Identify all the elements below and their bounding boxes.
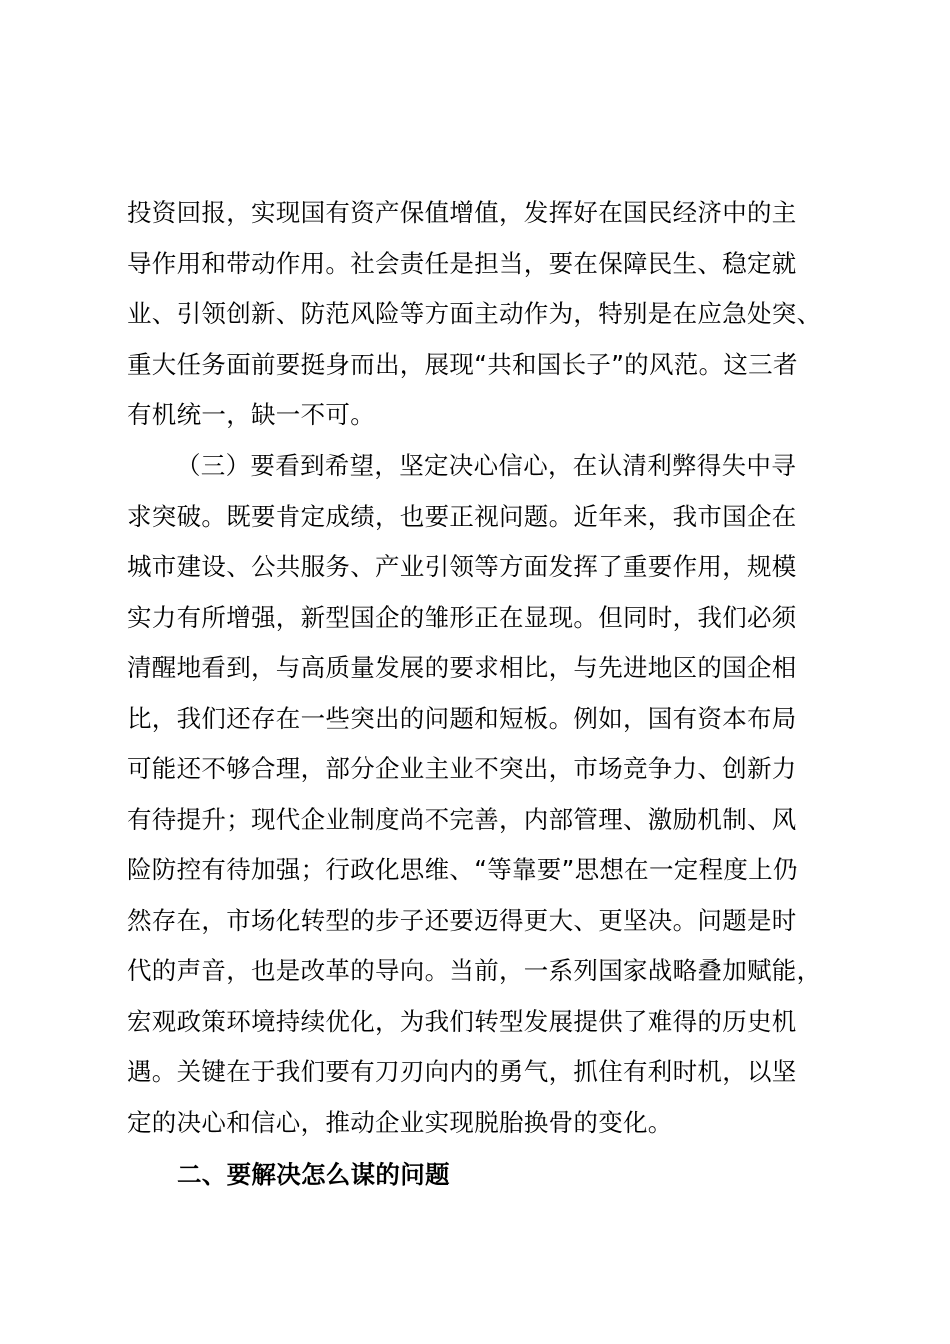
paragraph-line: 求突破。既要肯定成绩，也要正视问题。近年来，我市国企在 <box>127 501 797 531</box>
section-heading <box>177 1149 450 1201</box>
paragraph-line: 业、引领创新、防范风险等方面主动作为，特别是在应急处突、 <box>127 299 822 328</box>
paragraph-line: 实力有所增强，新型国企的雏形正在显现。但同时，我们必须 <box>127 602 797 632</box>
paragraph-1 <box>127 188 847 441</box>
paragraph-line: 定的决心和信心，推动企业实现脱胎换骨的变化。 <box>127 1107 673 1137</box>
paragraph-line: 清醒地看到，与高质量发展的要求相比，与先进地区的国企相 <box>127 653 797 682</box>
paragraph-line: 遇。关键在于我们要有刀刃向内的勇气，抓住有利时机，以坚 <box>127 1057 797 1086</box>
paragraph-line: 代的声音，也是改革的导向。当前，一系列国家战略叠加赋能， <box>127 956 822 985</box>
paragraph-line: 有待提升；现代企业制度尚不完善，内部管理、激励机制、风 <box>127 804 797 834</box>
paragraph-line: 然存在，市场化转型的步子还要迈得更大、更坚决。问题是时 <box>127 905 797 935</box>
paragraph-line: 重大任务面前要挺身而出，展现“共和国长子”的风范。这三者 <box>127 349 798 379</box>
paragraph-line: （三）要看到希望，坚定决心信心，在认清利弊得失中寻 <box>176 451 796 480</box>
paragraph-line: 城市建设、公共服务、产业引领等方面发挥了重要作用，规模 <box>127 552 797 581</box>
paragraph-2 <box>127 441 847 1148</box>
paragraph-line: 宏观政策环境持续优化，为我们转型发展提供了难得的历史机 <box>127 1006 797 1036</box>
paragraph-line: 投资回报，实现国有资产保值增值，发挥好在国民经济中的主 <box>127 198 797 227</box>
paragraph-line: 有机统一，缺一不可。 <box>127 400 375 429</box>
paragraph-line: 险防控有待加强；行政化思维、“等靠要”思想在一定程度上仍 <box>127 855 798 884</box>
paragraph-line: 比，我们还存在一些突出的问题和短板。例如，国有资本布局 <box>127 703 797 733</box>
paragraph-line: 导作用和带动作用。社会责任是担当，要在保障民生、稳定就 <box>127 248 797 278</box>
section-heading-text: 二、要解决怎么谋的问题 <box>177 1160 450 1189</box>
paragraph-line: 可能还不够合理，部分企业主业不突出，市场竞争力、创新力 <box>127 754 797 783</box>
